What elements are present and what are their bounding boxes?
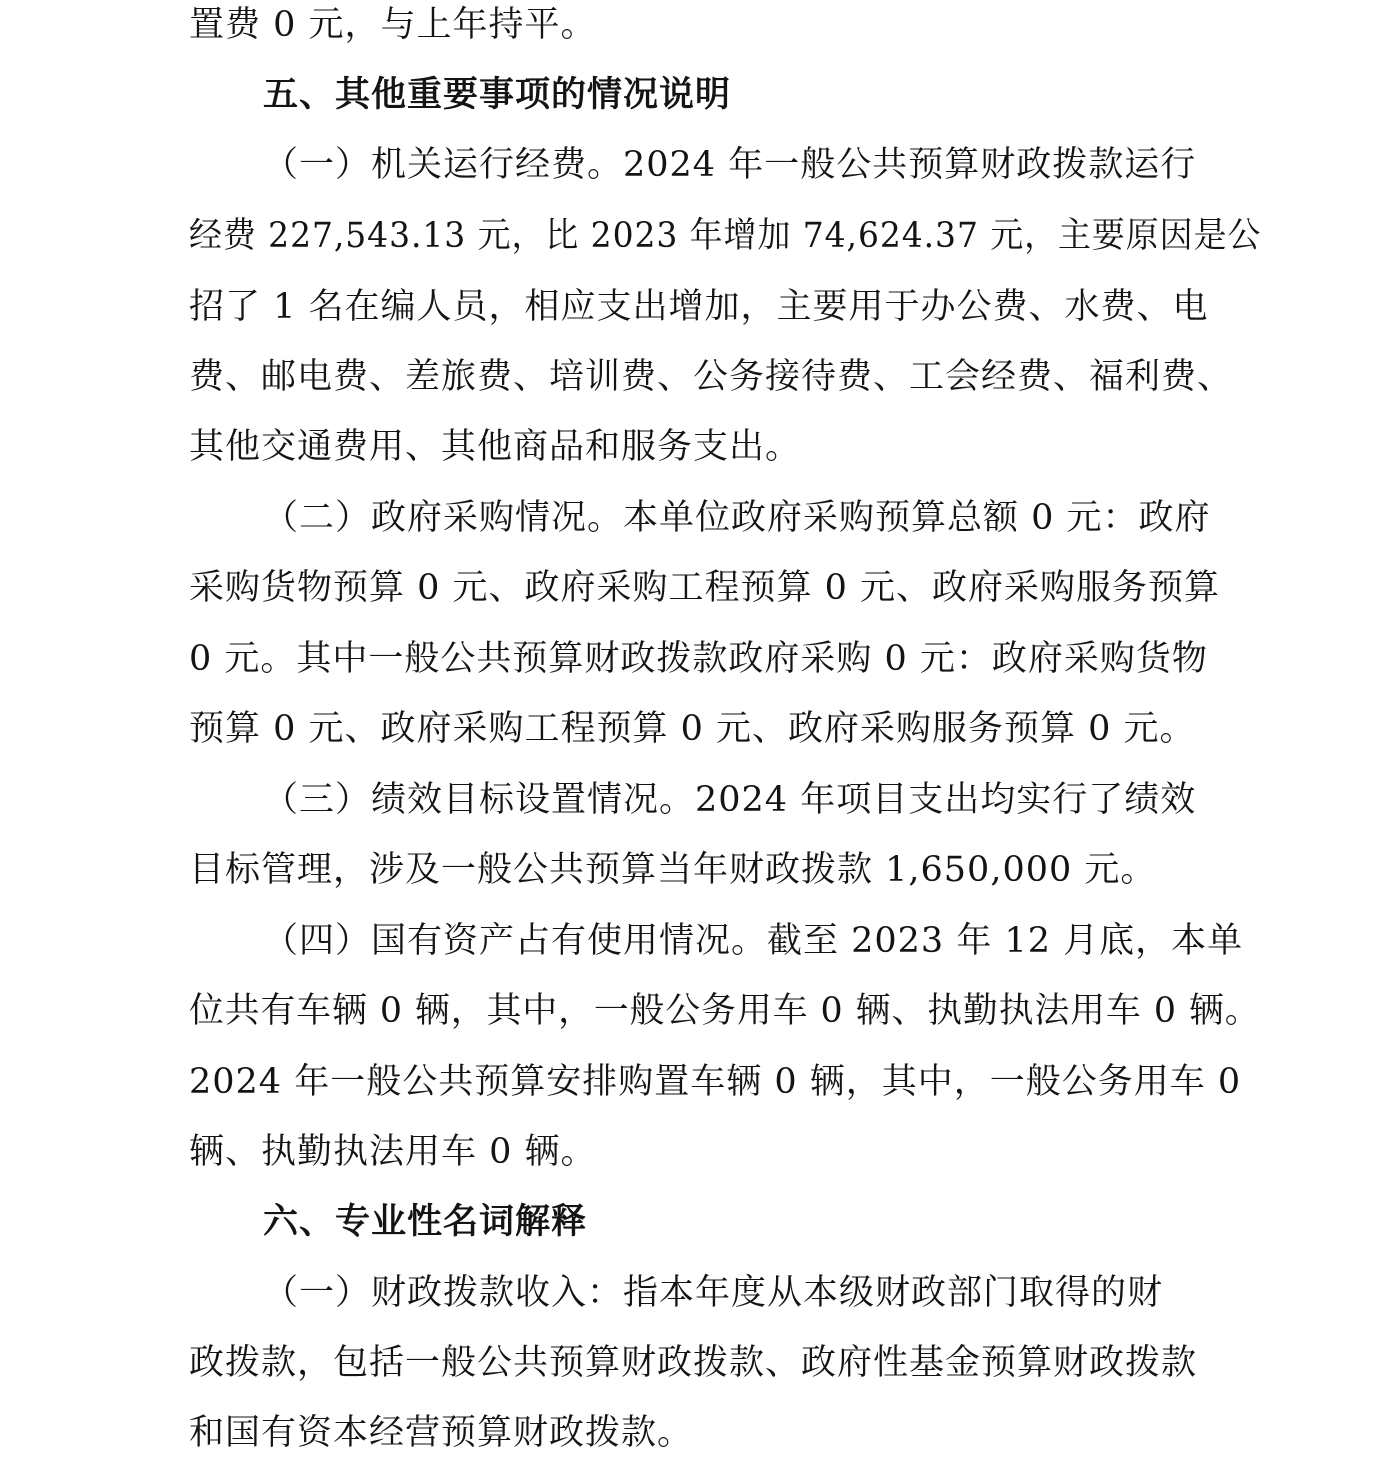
paragraph-line: 费、邮电费、差旅费、培训费、公务接待费、工会经费、福利费、	[189, 357, 1234, 397]
paragraph-line: 位共有车辆 0 辆，其中，一般公务用车 0 辆、执勤执法用车 0 辆。	[189, 991, 1261, 1031]
paragraph-line: 其他交通费用、其他商品和服务支出。	[189, 427, 802, 467]
paragraph-line: 目标管理，涉及一般公共预算当年财政拨款 1,650,000 元。	[189, 850, 1157, 890]
paragraph-line: 2024 年一般公共预算安排购置车辆 0 辆，其中，一般公务用车 0	[189, 1062, 1242, 1102]
paragraph-line: （四）国有资产占有使用情况。截至 2023 年 12 月底，本单	[263, 921, 1244, 961]
paragraph-line: 预算 0 元、政府采购工程预算 0 元、政府采购服务预算 0 元。	[189, 709, 1196, 749]
paragraph-line: 和国有资本经营预算财政拨款。	[189, 1413, 694, 1453]
paragraph-line: 0 元。其中一般公共预算财政拨款政府采购 0 元：政府采购货物	[189, 639, 1208, 679]
paragraph-line: 政拨款，包括一般公共预算财政拨款、政府性基金预算财政拨款	[189, 1343, 1198, 1383]
paragraph-line: （二）政府采购情况。本单位政府采购预算总额 0 元：政府	[263, 498, 1211, 538]
paragraph-line: 采购货物预算 0 元、政府采购工程预算 0 元、政府采购服务预算	[189, 568, 1221, 608]
paragraph-line: （一）财政拨款收入：指本年度从本级财政部门取得的财	[263, 1273, 1164, 1313]
paragraph-line: （一）机关运行经费。2024 年一般公共预算财政拨款运行	[263, 145, 1197, 185]
paragraph-line: 辆、执勤执法用车 0 辆。	[189, 1132, 597, 1172]
paragraph-line: 经费 227,543.13 元，比 2023 年增加 74,624.37 元，主要原因是公	[189, 216, 1262, 256]
paragraph-line: （三）绩效目标设置情况。2024 年项目支出均实行了绩效	[263, 780, 1197, 820]
paragraph-line: 置费 0 元，与上年持平。	[189, 5, 597, 45]
section-heading-5: 五、其他重要事项的情况说明	[263, 75, 732, 115]
section-heading-6: 六、专业性名词解释	[263, 1202, 588, 1242]
paragraph-line: 招了 1 名在编人员，相应支出增加，主要用于办公费、水费、电	[189, 287, 1209, 327]
